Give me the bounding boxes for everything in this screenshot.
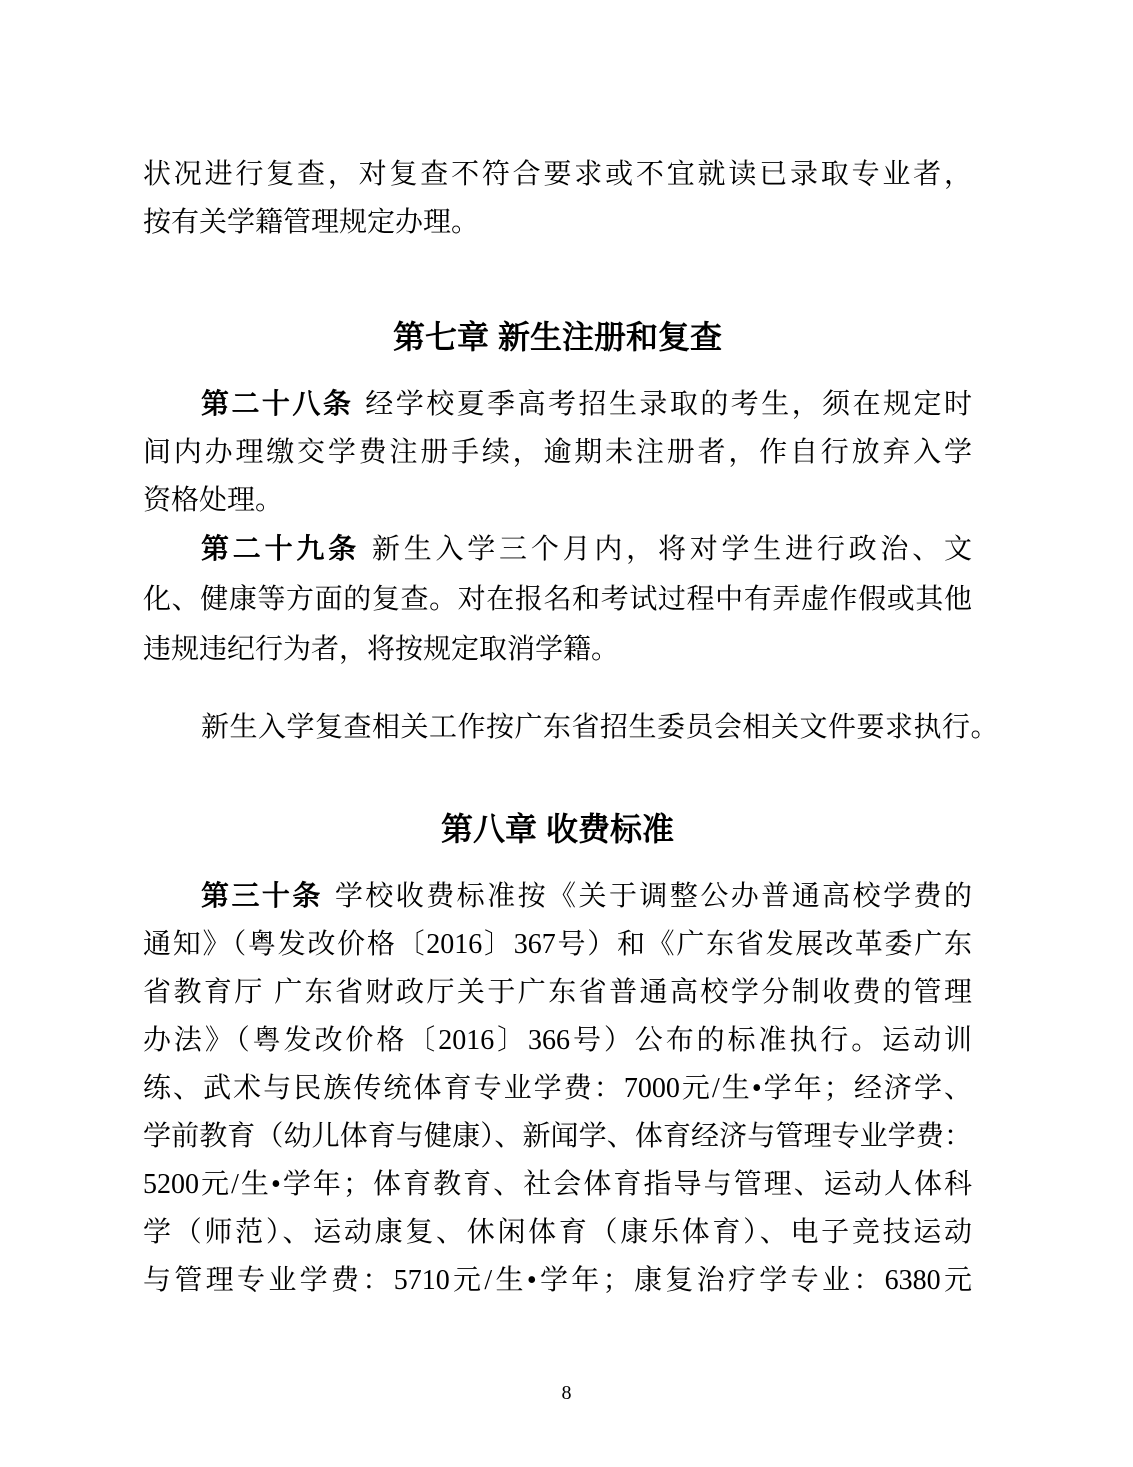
article-30-text: 学校收费标准按《关于调整公办普通高校学费的 [334,881,972,912]
article-30-term: 第三十条 [201,881,323,912]
article-30-line: 学（师范）、运动康复、休闲体育（康乐体育）、电子竞技运动 [143,1217,972,1248]
article-30-line: 通知》（粤发改价格〔2016〕367号）和《广东省发展改革委广东 [143,929,972,960]
article-29-line: 化、健康等方面的复查。对在报名和考试过程中有弄虚作假或其他 [143,584,972,615]
article-28-line: 间内办理缴交学费注册手续，逾期未注册者，作自行放弃入学 [143,437,972,468]
article-28-text: 经学校夏季高考招生录取的考生，须在规定时 [365,389,972,420]
article-29-note-line: 新生入学复查相关工作按广东省招生委员会相关文件要求执行。 [201,712,1000,743]
chapter-8-heading: 第八章 收费标准 [441,811,674,847]
article-30-line: 练、武术与民族传统体育专业学费：7000元/生•学年；经济学、 [143,1073,972,1104]
article-29-term: 第二十九条 [201,534,360,565]
article-30-line: 学前教育（幼儿体育与健康）、新闻学、体育经济与管理专业学费： [143,1121,972,1152]
article-30-line: 办法》（粤发改价格〔2016〕366号）公布的标准执行。运动训 [143,1025,972,1056]
continuation-line: 按有关学籍管理规定办理。 [143,207,480,238]
article-30-line: 与管理专业学费：5710元/生•学年；康复治疗学专业：6380元 [143,1265,972,1296]
article-29-line: 违规违纪行为者，将按规定取消学籍。 [143,634,620,665]
chapter-7-heading: 第七章 新生注册和复查 [393,319,722,355]
continuation-line: 状况进行复查，对复查不符合要求或不宜就读已录取专业者， [143,159,972,190]
article-30-line: 省教育厅 广东省财政厅关于广东省普通高校学分制收费的管理 [143,977,972,1008]
article-28-term: 第二十八条 [201,389,354,420]
article-28-line: 资格处理。 [143,485,284,516]
document-text-block [143,151,1000,1305]
article-30-line [143,873,972,921]
article-30-line: 5200元/生•学年；体育教育、社会体育指导与管理、运动人体科 [143,1169,972,1200]
article-29-text: 新生入学三个月内，将对学生进行政治、文 [371,534,972,565]
article-28-line [143,381,972,429]
page-number: 8 [561,1382,572,1404]
article-29-line [143,525,972,575]
